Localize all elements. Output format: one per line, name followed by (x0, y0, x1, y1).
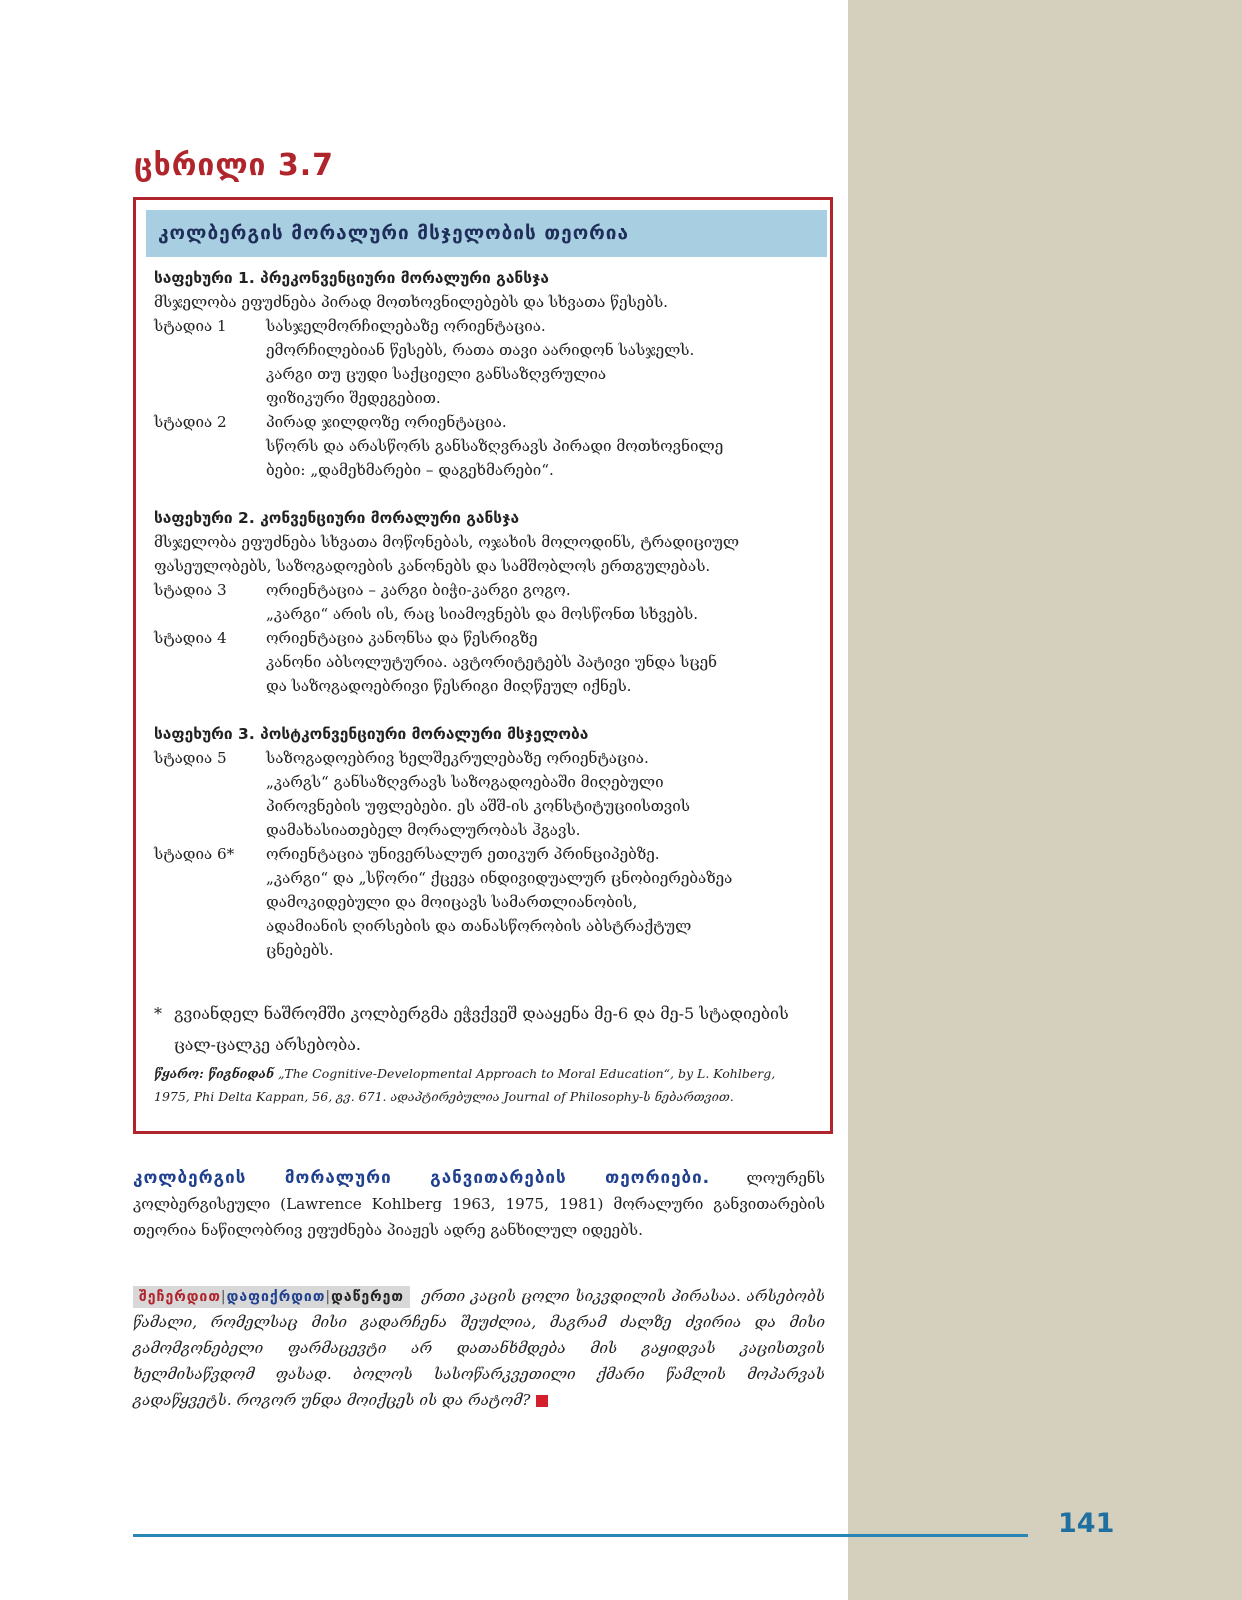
stage2-label: სტადია 2 (154, 413, 227, 431)
stage1-line: ემორჩილებიან წესებს, რათა თავი აარიდონ სასჯელს. (266, 341, 695, 359)
source-citation (154, 1062, 814, 1108)
stage4-label: სტადია 4 (154, 629, 227, 647)
stage1-line: კარგი თუ ცუდი საქციელი განსაზღვრულია (266, 365, 607, 383)
badge-think: დაფიქრდით (226, 1289, 326, 1305)
level3-heading: საფეხური 3. პოსტკონვენციური მორალური მსჯელობა (154, 725, 589, 743)
stage1-label: სტადია 1 (154, 317, 227, 335)
badge-separator: | (325, 1289, 332, 1305)
stage5-line: „კარგს“ განსაზღვრავს საზოგადოებაში მიღებული (266, 773, 664, 791)
level2-intro-line: მსჯელობა ეფუძნება სხვათა მოწონებას, ოჯახის მოლოდინს, ტრადიციულ (154, 533, 740, 551)
level1-heading: საფეხური 1. პრეკონვენციური მორალური განსჯა (154, 269, 549, 287)
stage2-line: სწორს და არასწორს განსაზღვრავს პირადი მოთხოვნილე (266, 437, 724, 455)
stage3-line: ორიენტაცია – კარგი ბიჭი-კარგი გოგო. (266, 581, 571, 599)
source-lead: წყარო: წიგნიდან (154, 1066, 274, 1081)
source-line1: „The Cognitive-Developmental Approach to Moral Education“, by L. Kohlberg, (273, 1066, 776, 1081)
stage6-label: სტადია 6* (154, 845, 235, 863)
theory-text: ლოურენს კოლბერგისეული (Lawrence Kohlberg 1963, 1975, 1981) მორალური განვითარების თეორია ნაწილობრივ ეფუძნება პიაჟეს ადრე განხილულ იდეებს. (133, 1169, 825, 1239)
stage3-label: სტადია 3 (154, 581, 227, 599)
stage6-line: ადამიანის ღირსების და თანასწორობის აბსტრაქტულ (266, 917, 692, 935)
reflect-text: ერთი კაცის ცოლი სიკვდილის პირასაა. არსებობს წამალი, რომელსაც მისი გადარჩენა შეუძლია, მაგრამ ძალზე ძვირია და მისი გამომგონებელი ფარმაცევტი არ დათანხმდება მის გაყიდვას კაცისთვის ხელმისაწვდომ ფასად. ბოლოს სასოწარკვეთილი ქმარი წამლის მოპარვას გადაწყვეტს. როგორ უნდა მოიქცეს ის და რატომ? (133, 1287, 825, 1409)
reflect-paragraph (133, 1283, 825, 1413)
level1-intro: მსჯელობა ეფუძნება პირად მოთხოვნილებებს და სხვათა წესებს. (154, 293, 668, 311)
footnote-text: გვიანდელ ნაშრომში კოლბერგმა ეჭვქვეშ დააყენა მე-6 და მე-5 სტადიების ცალ-ცალკე არსებობა. (174, 1004, 789, 1054)
table-title: ცხრილი 3.7 (134, 148, 335, 183)
source-line2: 1975, Phi Delta Kappan, 56, გვ. 671. ადაპტირებულია Journal of Philosophy-ს ნებართვით. (154, 1089, 734, 1104)
side-margin-panel (848, 0, 1242, 1600)
page-number: 141 (1058, 1508, 1115, 1539)
level2-heading: საფეხური 2. კონვენციური მორალური განსჯა (154, 509, 520, 527)
footnote-star: * (154, 1004, 162, 1023)
stage3-line: „კარგი“ არის ის, რაც სიამოვნებს და მოსწონთ სხვებს. (266, 605, 699, 623)
theory-heading: კოლბერგის მორალური განვითარების თეორიები. (133, 1168, 711, 1188)
stage2-line: პირად ჯილდოზე ორიენტაცია. (266, 413, 507, 431)
table-header (146, 210, 827, 257)
stage1-line: ფიზიკური შედეგებით. (266, 389, 441, 407)
end-square-icon (536, 1395, 548, 1407)
badge-write: დაწერეთ (331, 1289, 404, 1305)
stage4-line: ორიენტაცია კანონსა და წესრიგზე (266, 629, 538, 647)
stage2-line: ბები: „დამეხმარები – დაგეხმარები“. (266, 461, 554, 479)
stage5-line: დამახასიათებელ მორალურობას ჰგავს. (266, 821, 581, 839)
stage1-line: სასჯელმორჩილებაზე ორიენტაცია. (266, 317, 546, 335)
table-header-title: კოლბერგის მორალური მსჯელობის თეორია (158, 222, 630, 244)
level2-intro-line: ფასეულობებს, საზოგადოების კანონებს და სამშობლოს ერთგულებას. (154, 557, 711, 575)
stage6-line: ორიენტაცია უნივერსალურ ეთიკურ პრინციპებზე. (266, 845, 660, 863)
stage6-line: დამოკიდებული და მოიცავს სამართლიანობის, (266, 893, 638, 911)
theory-paragraph (133, 1165, 825, 1243)
stage6-line: „კარგი“ და „სწორი“ ქცევა ინდივიდუალურ ცნობიერებაზეა (266, 869, 733, 887)
stage5-line: პიროვნების უფლებები. ეს აშშ-ის კონსტიტუციისთვის (266, 797, 690, 815)
stage5-line: საზოგადოებრივ ხელშეკრულებაზე ორიენტაცია. (266, 749, 649, 767)
badge-separator: | (220, 1289, 227, 1305)
stop-think-write-badge (133, 1286, 410, 1308)
stage6-line: ცნებებს. (266, 941, 334, 959)
stage4-line: და საზოგადოებრივი წესრიგი მიღწეულ იქნეს. (266, 677, 632, 695)
footer-rule (133, 1534, 1028, 1537)
table-box (133, 197, 833, 1134)
stage4-line: კანონი აბსოლუტურია. ავტორიტეტებს პატივი უნდა სცენ (266, 653, 718, 671)
stage5-label: სტადია 5 (154, 749, 227, 767)
badge-stop: შეჩერდით (139, 1289, 221, 1305)
footnote (154, 998, 814, 1060)
